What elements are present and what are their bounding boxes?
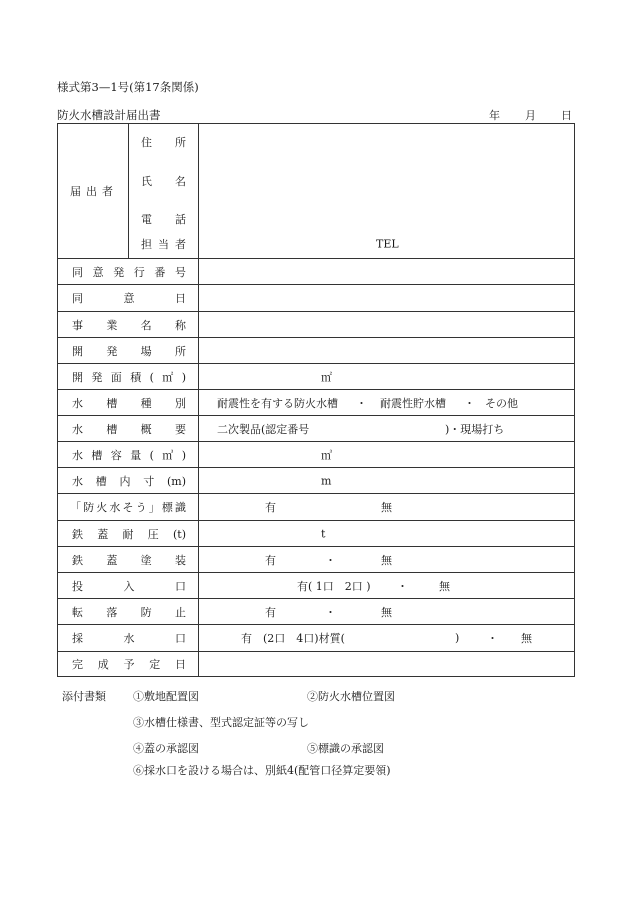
consent-date-field[interactable] [199, 285, 575, 312]
table-row [58, 364, 575, 390]
table-row [58, 285, 575, 312]
development-location-field[interactable] [199, 338, 575, 364]
applicant-sublabels [129, 124, 199, 259]
contact-person-label: 担当者 [141, 238, 186, 251]
applicant-row [58, 124, 575, 259]
lid-paint-yes-option[interactable]: 有 [265, 553, 276, 567]
address-label: 住 所 [141, 136, 186, 149]
table-row [58, 494, 575, 521]
name-label: 氏 名 [141, 175, 186, 188]
sign-label: 「防火水そう」標識 [58, 494, 199, 521]
tank-summary-option-product[interactable]: 二次製品(認定番号 [217, 422, 310, 436]
inlet-field[interactable] [199, 573, 575, 599]
table-row [58, 625, 575, 652]
tank-summary-field[interactable] [199, 416, 575, 442]
tank-capacity-field[interactable] [199, 442, 575, 468]
fall-prevention-field[interactable] [199, 599, 575, 625]
project-name-field[interactable] [199, 312, 575, 338]
project-name-label: 事業名称 [58, 312, 199, 338]
table-row [58, 521, 575, 547]
table-row [58, 338, 575, 364]
form-number: 様式第3—1号(第17条関係) [57, 80, 199, 94]
table-row [58, 312, 575, 338]
dimension-unit: m [321, 474, 332, 487]
development-location-label: 開発場所 [58, 338, 199, 364]
completion-date-field[interactable] [199, 652, 575, 677]
attachment-item: ④蓋の承認図 [133, 742, 199, 755]
tank-summary-label: 水槽概要 [58, 416, 199, 442]
development-area-label: 開発面積(㎡) [58, 364, 199, 390]
intake-field[interactable] [199, 625, 575, 652]
separator-dot: ・ [325, 553, 336, 567]
intake-yes-option[interactable]: 有 (2口 4口)材質( [241, 632, 345, 645]
document-title: 防火水槽設計届出書 [57, 108, 161, 122]
separator-dot: ・ [397, 579, 408, 593]
pressure-unit: t [321, 527, 326, 540]
separator-dot: ・ [356, 396, 367, 410]
date-day[interactable]: 日 [561, 109, 572, 122]
table-row [58, 416, 575, 442]
tank-dimensions-field[interactable] [199, 468, 575, 494]
applicant-label: 届出者 [58, 124, 129, 259]
table-row [58, 468, 575, 494]
inlet-no-option[interactable]: 無 [439, 579, 450, 593]
tel-label: TEL [376, 237, 399, 251]
attachment-item: ①敷地配置図 [133, 690, 199, 703]
intake-no-option[interactable]: 無 [521, 632, 532, 645]
intake-material-close: ) [455, 631, 460, 645]
attachments-label: 添付書類 [62, 690, 106, 703]
tank-type-field[interactable] [199, 390, 575, 416]
application-form-table [57, 123, 575, 677]
table-row [58, 599, 575, 625]
separator-dot: ・ [325, 605, 336, 619]
attachment-item: ⑥採水口を設ける場合は、別紙4(配管口径算定要領) [133, 764, 391, 777]
development-area-field[interactable] [199, 364, 575, 390]
intake-label: 採水口 [58, 625, 199, 652]
area-unit: ㎡ [321, 370, 332, 384]
date-month[interactable]: 月 [525, 109, 536, 122]
fall-prevention-label: 転落防止 [58, 599, 199, 625]
table-row [58, 259, 575, 285]
table-row [58, 573, 575, 599]
inlet-yes-option[interactable]: 有( 1口 2口 ) [297, 579, 371, 593]
table-row [58, 390, 575, 416]
attachment-item: ②防火水槽位置図 [307, 690, 395, 703]
lid-pressure-field[interactable] [199, 521, 575, 547]
fall-prevention-no-option[interactable]: 無 [381, 605, 392, 619]
lid-paint-no-option[interactable]: 無 [381, 553, 392, 567]
table-row [58, 442, 575, 468]
phone-label: 電 話 [141, 213, 186, 226]
completion-date-label: 完成予定日 [58, 652, 199, 677]
separator-dot: ・ [464, 396, 475, 410]
attachment-item: ⑤標識の承認図 [307, 742, 384, 755]
tank-type-option-reservoir[interactable]: 耐震性貯水槽 [380, 396, 446, 410]
tank-type-option-fire[interactable]: 耐震性を有する防火水槽 [217, 396, 338, 410]
tank-dimensions-label: 水槽内寸(m) [58, 468, 199, 494]
lid-paint-label: 鉄蓋塗装 [58, 547, 199, 573]
applicant-info-field[interactable] [199, 124, 575, 259]
date-year[interactable]: 年 [489, 109, 500, 122]
tank-capacity-label: 水槽容量(㎥) [58, 442, 199, 468]
table-row [58, 652, 575, 677]
separator-dot: ・ [487, 632, 498, 645]
consent-number-label: 同意発行番号 [58, 259, 199, 285]
fall-prevention-yes-option[interactable]: 有 [265, 605, 276, 619]
tank-type-option-other[interactable]: その他 [485, 396, 518, 410]
capacity-unit: ㎥ [321, 448, 332, 462]
table-row [58, 547, 575, 573]
attachment-item: ③水槽仕様書、型式認定証等の写し [133, 716, 309, 729]
sign-no-option[interactable]: 無 [381, 501, 392, 514]
lid-paint-field[interactable] [199, 547, 575, 573]
consent-number-field[interactable] [199, 259, 575, 285]
sign-field[interactable] [199, 494, 575, 521]
consent-date-label: 同意日 [58, 285, 199, 312]
lid-pressure-label: 鉄蓋耐圧(t) [58, 521, 199, 547]
tank-summary-option-onsite[interactable]: )・現場打ち [445, 422, 505, 436]
inlet-label: 投入口 [58, 573, 199, 599]
tank-type-label: 水槽種別 [58, 390, 199, 416]
sign-yes-option[interactable]: 有 [265, 501, 276, 514]
